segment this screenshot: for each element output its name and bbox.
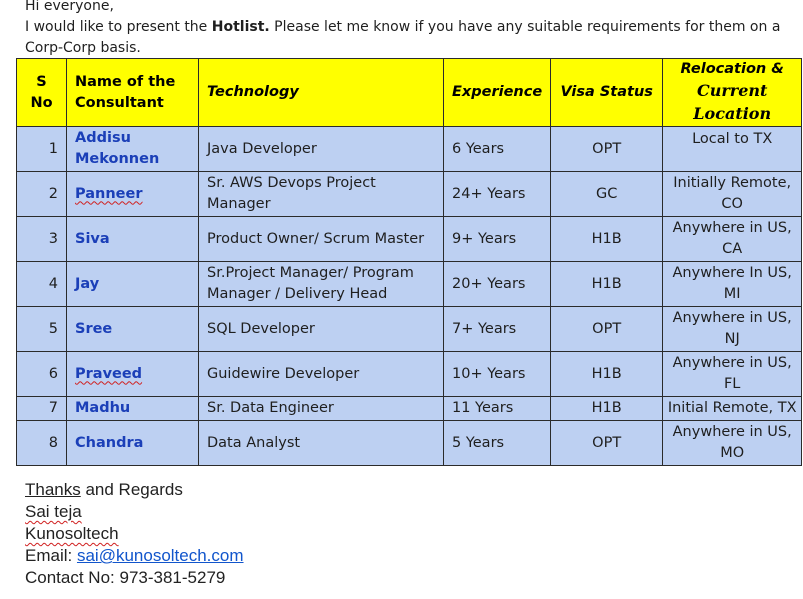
loc-line-2: FL [723,376,741,392]
header-visa-status: Visa Status [551,59,663,127]
intro-line-1-end: Please let me know if you have any suitable requirements for them on a [269,19,781,35]
cell-name: Jay [67,262,199,307]
table-row [17,307,802,352]
email-link[interactable]: sai@kunosoltech.com [76,546,244,565]
intro-text [25,0,785,59]
loc-line-2: NJ [724,331,740,347]
loc-line-1: Anywhere In US, [672,265,792,281]
cell-name: Madhu [67,397,199,421]
cell-technology [199,262,444,307]
name-first: Addisu [75,130,131,146]
cell-visa: H1B [551,262,663,307]
intro-line-1-start: I would like to present the [25,19,212,35]
name-last: Mekonnen [75,151,160,167]
cell-visa: OPT [551,127,663,172]
cell-sno: 5 [17,307,67,352]
table-row [17,421,802,466]
cell-experience: 6 Years [444,127,551,172]
cell-visa: GC [551,172,663,217]
company-name-text: Kunosoltech [25,524,119,543]
header-consultant-name [67,59,199,127]
loc-line-1: Anywhere in US, [672,355,792,371]
cell-name: Siva [67,217,199,262]
intro-line-2: Corp-Corp basis. [25,40,141,56]
email-label: Email: [25,546,77,565]
table-row [17,352,802,397]
cell-technology: Product Owner/ Scrum Master [199,217,444,262]
cell-location [663,307,802,352]
cell-name [67,172,199,217]
cell-visa: OPT [551,307,663,352]
loc-line-2: CO [721,196,743,212]
table-header-row [17,59,802,127]
header-sno: S No [17,59,67,127]
cell-name: Sree [67,307,199,352]
cell-location [663,421,802,466]
table-row [17,397,802,421]
cell-sno: 8 [17,421,67,466]
sender-name-text: Sai teja [25,502,82,521]
cell-technology: Sr. Data Engineer [199,397,444,421]
cell-sno: 4 [17,262,67,307]
cell-sno: 6 [17,352,67,397]
cell-experience: 20+ Years [444,262,551,307]
table-row [17,262,802,307]
thanks-word: Thanks [25,480,81,499]
cell-location [663,172,802,217]
loc-line-2: MO [720,445,745,461]
cell-experience: 9+ Years [444,217,551,262]
cell-location [663,262,802,307]
cell-technology: Java Developer [199,127,444,172]
cell-sno: 3 [17,217,67,262]
table-row [17,127,802,172]
loc-line-1: Anywhere in US, [672,220,792,236]
cell-technology: Data Analyst [199,421,444,466]
intro-line-1 [25,17,785,38]
header-name-line-2: Consultant [75,94,164,111]
table-row [17,217,802,262]
cell-name [67,352,199,397]
cell-location: Local to TX [663,127,802,172]
cell-experience: 24+ Years [444,172,551,217]
tech-line-2: Manager / Delivery Head [207,286,388,302]
header-reloc-line-1: Relocation & [680,61,784,77]
cell-visa: H1B [551,397,663,421]
loc-line-1: Anywhere in US, [672,310,792,326]
cell-experience: 5 Years [444,421,551,466]
sender-name [25,501,244,523]
cell-experience: 11 Years [444,397,551,421]
header-technology: Technology [199,59,444,127]
loc-line-1: Anywhere in US, [672,424,792,440]
cell-location [663,217,802,262]
signature-block [25,479,244,589]
header-reloc-line-2: Current Location [693,81,772,123]
tech-line-1: Sr. AWS Devops Project [207,175,376,191]
cell-name: Chandra [67,421,199,466]
cell-visa: H1B [551,352,663,397]
hotlist-word: Hotlist. [211,19,270,35]
cell-name [67,127,199,172]
header-relocation [663,59,802,127]
cell-technology [199,172,444,217]
loc-line-2: CA [722,241,743,257]
loc-line-1: Initially Remote, [673,175,792,191]
cell-sno: 7 [17,397,67,421]
tech-line-2: Manager [207,196,271,212]
cell-sno: 1 [17,127,67,172]
loc-line-2: MI [723,286,741,302]
cell-visa: H1B [551,217,663,262]
contact-line: Contact No: 973-381-5279 [25,568,226,587]
email-line [25,545,244,567]
hotlist-table [16,58,802,466]
tech-line-1: Sr.Project Manager/ Program [207,265,414,281]
company-name [25,523,244,545]
table-row [17,172,802,217]
cell-technology: SQL Developer [199,307,444,352]
cell-location: Initial Remote, TX [663,397,802,421]
regards-word: and Regards [80,480,183,499]
cell-visa: OPT [551,421,663,466]
header-experience: Experience [444,59,551,127]
greeting: Hi everyone, [25,0,114,14]
name-first: Praveed [75,365,143,382]
regards-line [25,479,244,501]
header-name-line-1: Name of the [75,73,176,90]
cell-experience: 10+ Years [444,352,551,397]
cell-experience: 7+ Years [444,307,551,352]
cell-technology: Guidewire Developer [199,352,444,397]
name-first: Panneer [75,185,143,202]
cell-location [663,352,802,397]
cell-sno: 2 [17,172,67,217]
